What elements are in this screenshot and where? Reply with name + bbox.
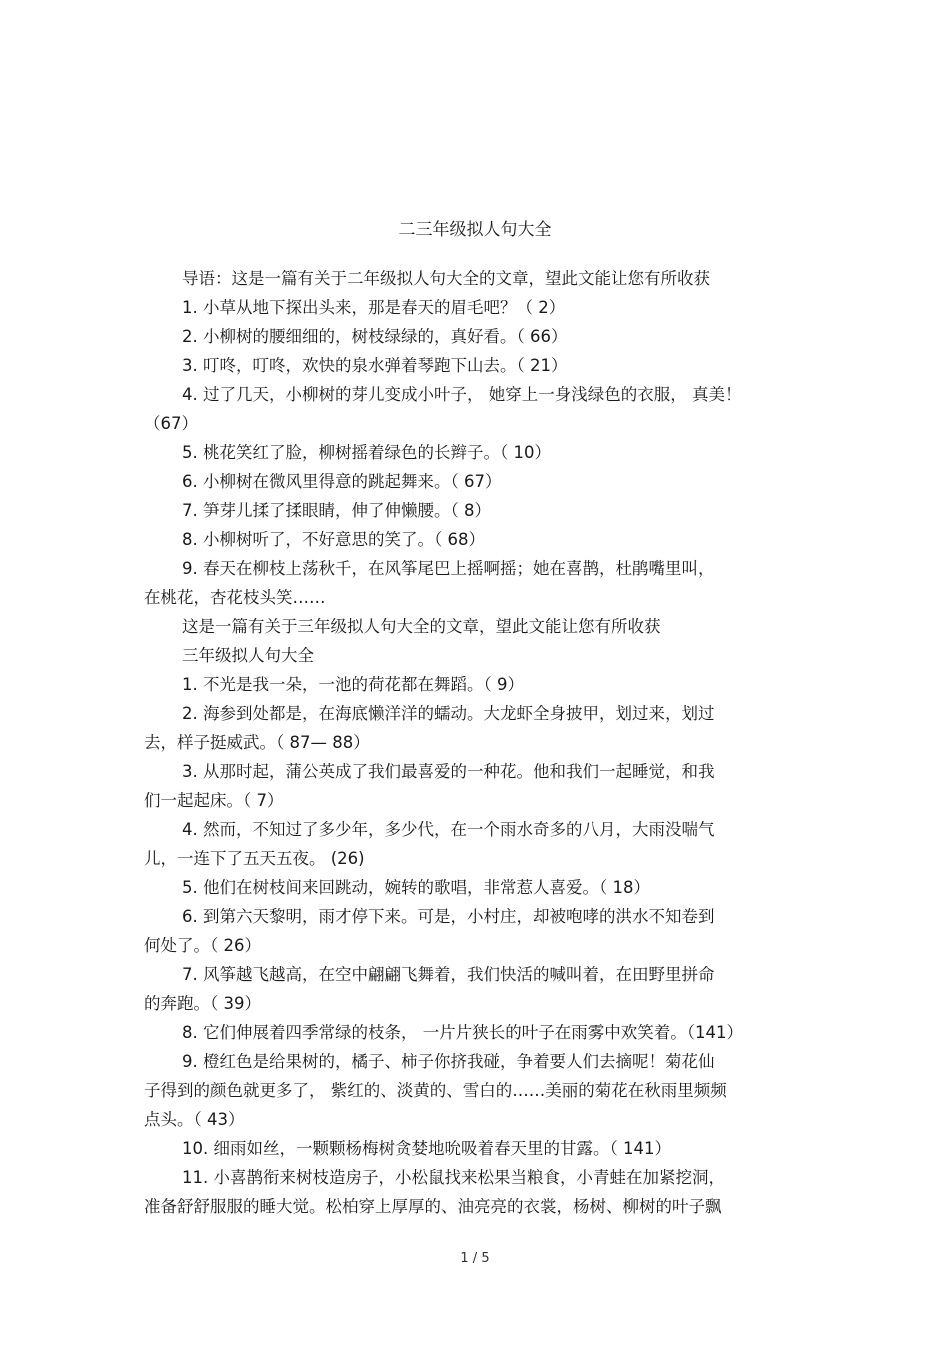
sentence-line: 10. 细雨如丝，一颗颗杨梅树贪婪地吮吸着春天里的甘露。（ 141） (182, 1139, 671, 1158)
sentence-line: 去，样子挺威武。（ 87— 88） (144, 733, 370, 752)
sentence-line: 8. 小柳树听了，不好意思的笑了。（ 68） (182, 530, 485, 549)
sentence-line: 3. 从那时起，蒲公英成了我们最喜爱的一种花。他和我们一起睡觉，和我 (182, 762, 715, 781)
page-number: 1 / 5 (460, 1251, 490, 1266)
sentence-line: 5. 桃花笑红了脸，柳树摇着绿色的长辫子。（ 10） (182, 443, 551, 462)
sentence-line: 8. 它们伸展着四季常绿的枝条， 一片片狭长的叶子在雨雾中欢笑着。（141） (182, 1023, 743, 1042)
sentence-line: 们一起起床。（ 7） (144, 791, 284, 810)
sentence-line: 1. 小草从地下探出头来，那是春天的眉毛吧？（ 2） (182, 298, 566, 317)
sentence-line: 何处了。（ 26） (144, 936, 261, 955)
sentence-line: 11. 小喜鹊衔来树枝造房子，小松鼠找来松果当粮食，小青蛙在加紧挖洞， (182, 1168, 725, 1187)
section-heading: 三年级拟人句大全 (182, 646, 314, 665)
document-body (144, 264, 804, 1221)
sentence-line: 2. 海参到处都是，在海底懒洋洋的蠕动。大龙虾全身披甲，划过来，划过 (182, 704, 715, 723)
sentence-line: 4. 然而，不知过了多少年，多少代，在一个雨水奇多的八月，大雨没喘气 (182, 820, 715, 839)
sentence-line: 在桃花，杏花枝头笑…… (144, 588, 326, 607)
document-title: 二三年级拟人句大全 (398, 220, 552, 240)
sentence-line: 5. 他们在树枝间来回跳动，婉转的歌唱，非常惹人喜爱。（ 18） (182, 878, 650, 897)
sentence-line: 4. 过了几天，小柳树的芽儿变成小叶子， 她穿上一身浅绿色的衣服， 真美！ (182, 385, 742, 404)
sentence-line: 准备舒舒服服的睡大觉。松柏穿上厚厚的、油亮亮的衣裳，杨树、柳树的叶子飘 (144, 1197, 722, 1216)
intro-line: 这是一篇有关于三年级拟人句大全的文章，望此文能让您有所收获 (182, 617, 661, 636)
sentence-line: 的奔跑。（ 39） (144, 994, 261, 1013)
sentence-line: 7. 风筝越飞越高，在空中翩翩飞舞着，我们快活的喊叫着，在田野里拼命 (182, 965, 715, 984)
sentence-line: 6. 小柳树在微风里得意的跳起舞来。（ 67） (182, 472, 502, 491)
sentence-line: （67） (144, 414, 198, 433)
intro-line: 导语：这是一篇有关于二年级拟人句大全的文章，望此文能让您有所收获 (182, 269, 710, 288)
sentence-line: 3. 叮咚，叮咚，欢快的泉水弹着琴跑下山去。（ 21） (182, 356, 568, 375)
sentence-line: 儿，一连下了五天五夜。 (26) (144, 849, 365, 868)
sentence-line: 1. 不光是我一朵，一池的荷花都在舞蹈。（ 9） (182, 675, 524, 694)
sentence-line: 2. 小柳树的腰细细的，树枝绿绿的，真好看。（ 66） (182, 327, 568, 346)
sentence-line: 9. 橙红色是给果树的，橘子、柿子你挤我碰，争着要人们去摘呢！菊花仙 (182, 1052, 715, 1071)
sentence-line: 点头。（ 43） (144, 1110, 245, 1129)
sentence-line: 7. 笋芽儿揉了揉眼睛，伸了伸懒腰。（ 8） (182, 501, 491, 520)
sentence-line: 子得到的颜色就更多了， 紫红的、淡黄的、雪白的……美丽的菊花在秋雨里频频 (144, 1081, 727, 1100)
sentence-line: 9. 春天在柳枝上荡秋千，在风筝尾巴上摇啊摇；她在喜鹊，杜鹃嘴里叫， (182, 559, 715, 578)
sentence-line: 6. 到第六天黎明，雨才停下来。可是，小村庄，却被咆哮的洪水不知卷到 (182, 907, 715, 926)
